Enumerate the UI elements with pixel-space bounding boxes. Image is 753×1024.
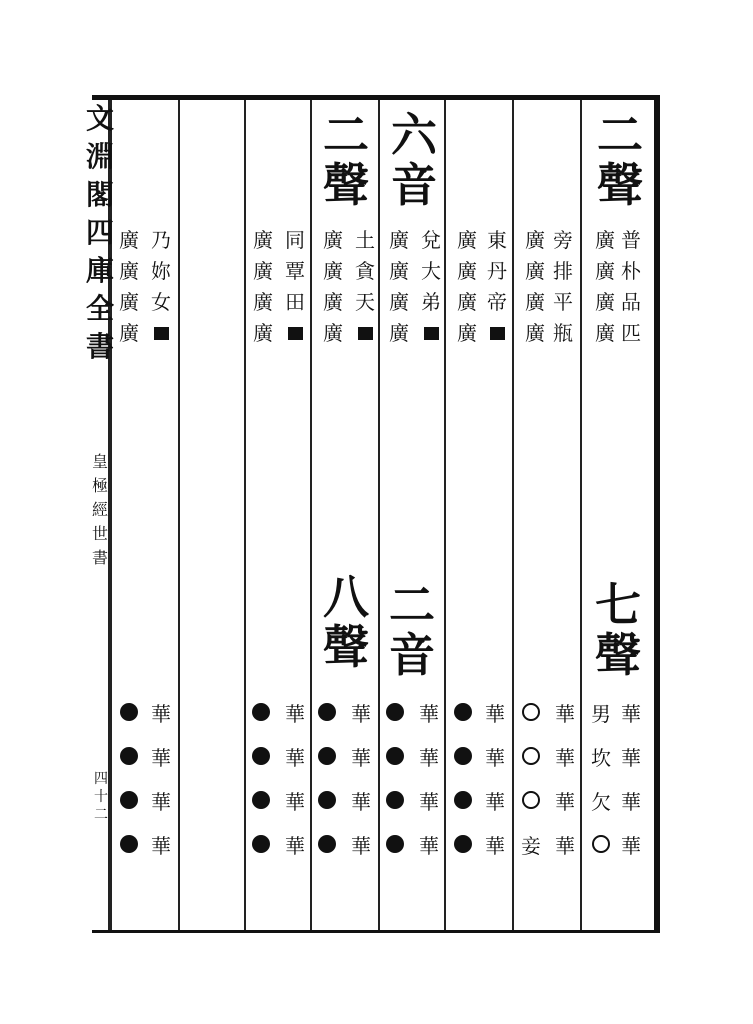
heading-er-sheng: 二 聲 xyxy=(597,108,643,212)
guang-column: 廣 廣 廣 廣 xyxy=(525,228,545,345)
guang-column: 廣 廣 廣 廣 xyxy=(457,228,477,345)
guang-column: 廣 廣 廣 廣 xyxy=(595,228,615,345)
filled-dot xyxy=(454,747,472,765)
filled-dot xyxy=(120,703,138,721)
filled-dot xyxy=(454,835,472,853)
hua-column: 華 華 華 華 xyxy=(621,701,641,858)
hollow-circle xyxy=(522,703,540,721)
filled-dot xyxy=(252,703,270,721)
hollow-circle xyxy=(586,822,616,866)
guang-column: 廣 廣 廣 廣 xyxy=(323,228,343,345)
dot-column xyxy=(380,690,410,866)
hollow-circle xyxy=(522,791,540,809)
guang-column: 廣 廣 廣 廣 xyxy=(119,228,139,345)
filled-dot xyxy=(318,835,336,853)
heading-liu-yin: 六 音 xyxy=(391,108,437,212)
hua-column: 華 華 華 華 xyxy=(151,701,171,858)
filled-dot xyxy=(454,791,472,809)
filled-dot xyxy=(386,791,404,809)
book-title: 皇 極 經 世 書 xyxy=(91,452,108,567)
hua-column: 華 華 華 華 xyxy=(485,701,505,858)
column-divider xyxy=(178,100,180,930)
filled-dot xyxy=(252,835,270,853)
hollow-circle xyxy=(522,747,540,765)
phonetic-column: 兌 大 弟 xyxy=(418,225,444,349)
filled-dot xyxy=(386,747,404,765)
hua-column: 華 華 華 華 xyxy=(351,701,371,858)
filled-dot xyxy=(120,747,138,765)
dot-column xyxy=(448,690,478,866)
filled-dot xyxy=(318,791,336,809)
filled-dot xyxy=(454,703,472,721)
filled-dot xyxy=(120,791,138,809)
phonetic-column: 普 朴 品 匹 xyxy=(621,228,641,345)
dot-column xyxy=(246,690,276,866)
heading-ba-sheng: 八 聲 xyxy=(323,570,369,674)
dot-column xyxy=(114,690,144,866)
filled-square xyxy=(490,327,505,340)
filled-dot xyxy=(252,791,270,809)
filled-dot xyxy=(386,703,404,721)
filled-dot xyxy=(318,703,336,721)
page-number: 四十二 xyxy=(94,771,108,823)
column-divider xyxy=(444,100,446,930)
phonetic-column: 東 丹 帝 xyxy=(484,225,510,349)
filled-square xyxy=(288,327,303,340)
filled-dot xyxy=(318,747,336,765)
heading-er-yin: 二 音 xyxy=(389,578,435,682)
guang-column: 廣 廣 廣 廣 xyxy=(253,228,273,345)
phonetic-column: 土 貪 天 xyxy=(352,225,378,349)
filled-square xyxy=(358,327,373,340)
filled-dot xyxy=(252,747,270,765)
phonetic-column: 乃 妳 女 xyxy=(148,225,174,349)
dot-column xyxy=(312,690,342,866)
hua-column: 華 華 華 華 xyxy=(555,701,575,858)
heading-qi-sheng: 七 聲 xyxy=(595,578,641,682)
filled-square xyxy=(424,327,439,340)
phonetic-column: 同 覃 田 xyxy=(282,225,308,349)
filled-square xyxy=(154,327,169,340)
collection-title: 文 淵 閣 四 庫 全 書 xyxy=(86,102,115,363)
filled-dot xyxy=(120,835,138,853)
extra-column: 男 坎 欠 xyxy=(586,690,616,866)
filled-dot xyxy=(386,835,404,853)
marks-column: 妾 xyxy=(516,690,546,866)
guang-column: 廣 廣 廣 廣 xyxy=(389,228,409,345)
hua-column: 華 華 華 華 xyxy=(285,701,305,858)
heading-er-sheng-2: 二 聲 xyxy=(323,108,369,212)
column-divider xyxy=(580,100,582,930)
column-divider xyxy=(512,100,514,930)
phonetic-column: 旁 排 平 瓶 xyxy=(553,228,573,345)
hua-column: 華 華 華 華 xyxy=(419,701,439,858)
